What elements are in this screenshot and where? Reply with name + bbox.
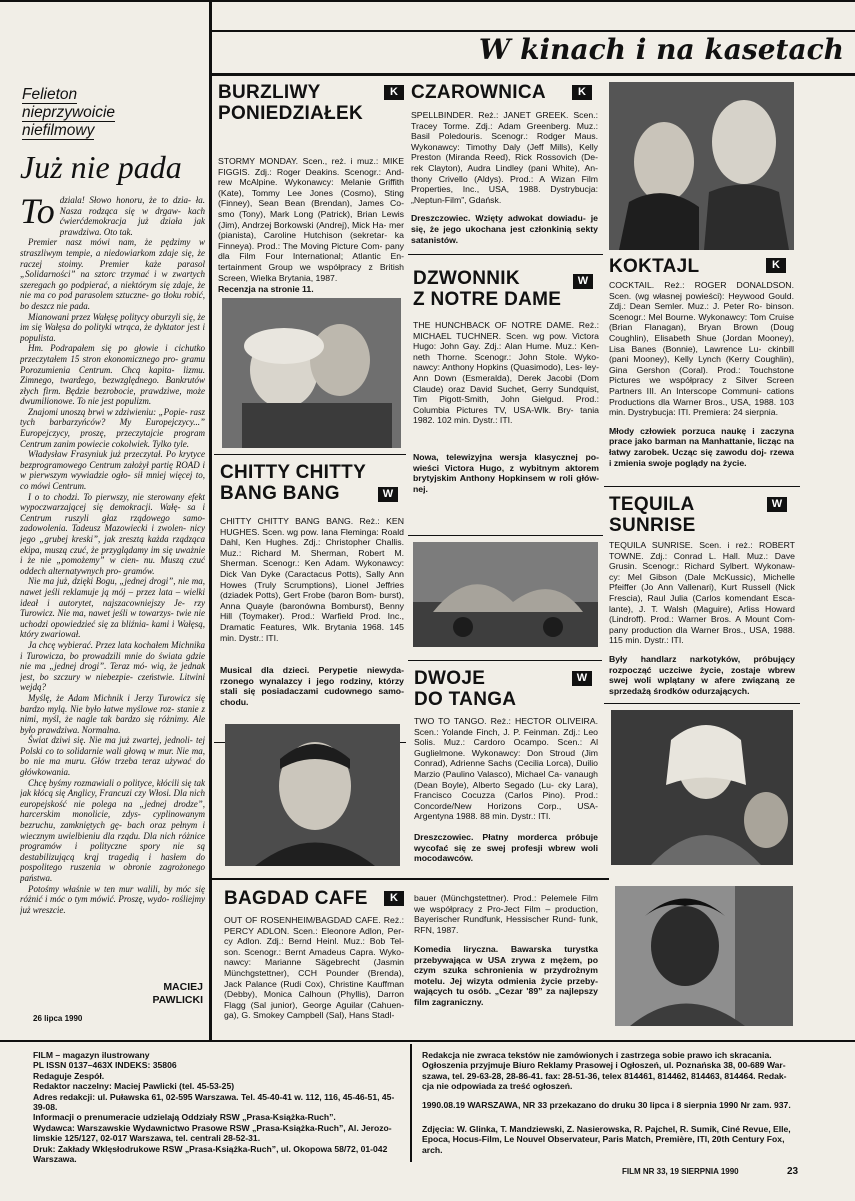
film-dzwonnik-title-2: Z NOTRE DAME — [413, 289, 562, 310]
film-dzwonnik-title-1: DZWONNIK — [413, 268, 520, 289]
film-dzwonnik — [413, 268, 599, 494]
film-koktajl — [609, 256, 794, 468]
feuilleton-date: 26 lipca 1990 — [33, 1014, 83, 1023]
film-chitty-title-1: CHITTY CHITTY — [220, 462, 367, 483]
footer-left-3: Redaktor naczelny: Maciej Pawlicki (tel. 45-53-25) — [33, 1081, 235, 1092]
film-czarownica-title: CZAROWNICA — [411, 82, 546, 103]
film-dwoje-credits: TWO TO TANGO. Reż.: HECTOR OLIVEIRA. Scen.: Yolande Finch, J. P. Feinman. Zdj.: Leo Solis. Muz.: Cardoro Ocampo. Scen.: Al Guglielmone. Wykonawcy: Don Stroud (Jim Conrad), Adrienne Sachs (Cecilia Lorca), Duilio Marzio (Paulino Valasco), Michael Ca- vanaugh (Dean Boyle), Alberto Segado (Lu- cky Lara), Francisco Cocuzza (Carlos Pino). Prod.: Concorde/New Horizons Corp., USA- Argentyna 1988. 88 min. Dystr.: ITI. — [414, 716, 598, 822]
film-czarownica-credits: SPELLBINDER. Reż.: JANET GREEK. Scen.: Tracey Torme. Zdj.: Adam Greenberg. Muz.: Basil Poledouris. Scenogr.: Rodger Maus. Wykonawcy: Timothy Daly (Jeff Mills), Kelly Preston (Miranda Reed), Rick Rossovich (De- rek Clayton), Audra Lindley (pani White), An- thony Crivello (Aldys). Prod.: A Wizan Film Properties, Inc., USA, 1988. Dystrybucja: „Neptun-Film”, Gdańsk. — [411, 110, 598, 205]
film-czarownica-badge: K — [572, 85, 592, 100]
footer-left — [33, 1050, 403, 1164]
footer-left-7: Druk: Zakłady Wklęsłodrukowe RSW „Prasa-Książka-Ruch”, ul. Okopowa 58/72, 01-042 Warszawa. — [33, 1143, 388, 1165]
feuilleton-paragraph: Znajomi unoszą brwi w zdziwieniu: „Popie- rasz tych barbarzyńców? My Europejczycy...” Europejczycy, proszę, przeczytajcie program Centrum zanim powiecie cokolwiek. Tylko tyle. — [20, 406, 205, 449]
feuilleton-paragraphs — [20, 237, 205, 915]
photo-burzliwy-image — [222, 298, 401, 448]
footer-left-2: Redaguje Zespół. — [33, 1070, 105, 1081]
feuilleton-author — [100, 981, 203, 1007]
feuilleton-paragraph: Premier nasz mówi nam, że pędzimy w straszliwym tempie, a niedowiarkom zdaje się, że raczej stoimy. Premier każe parasol „Solidarności” na sztorc trzymać i w zwartych szeregach go podpierać, a niektórym się zdaje, że nie ma co pod parasolem sztuczne- go tłoku robić, bo deszcz nie pada. — [20, 237, 205, 311]
film-tequila-title-1: TEQUILA — [609, 494, 695, 515]
dropcap: To — [20, 195, 55, 231]
photo-tequila — [611, 710, 793, 865]
film-chitty — [220, 462, 404, 708]
film-bagdad-summary: Komedia liryczna. Bawarska turystka przebywająca w USA zrywa z mężem, po czym szuka schronienia w przydrożnym motelu. Jej wizyta odmienia życie przeby- wających tu osób. „Cezar '89” za najlepszy film zagraniczny. — [414, 944, 598, 1007]
film-chitty-credits: CHITTY CHITTY BANG BANG. Reż.: KEN HUGHES. Scen. wg pow. Iana Fleminga: Roald Dahl, Ken Hughes. Zdj.: Christopher Challis. Muz.: Richard M. Sherman, Robert M. Sherman. Scenogr.: Ken Adam. Wykonawcy: Dick Van Dyke (Caractacus Potts), Sally Ann Howes (Truly Scrumptions), Lionel Jeffries (dziadek Potts), Gert Frobe (baron Bom- burst), Anna Quayle (baronówna Bomburst), Benny Hill (Toymaker). Prod.: Warfield Prod. Inc., Dramatic Features, Wlk. Brytania 1968. 145 min. Dystr.: ITI. — [220, 516, 404, 643]
footer-left-5: Informacji o prenumeracie udzielają Oddziały RSW „Prasa-Książka-Ruch”. — [33, 1112, 336, 1123]
photo-koktajl-image — [609, 82, 794, 250]
film-dzwonnik-credits: THE HUNCHBACK OF NOTRE DAME. Reż.: MICHAEL TUCHNER. Scen. wg pow. Victora Hugo: John Gay. Zdj.: Alan Hume. Muz.: Ken- neth Thorne. Scenogr.: John Stole. Wyko- nawcy: Anthony Hopkins (Quasimodo), Les- ley-Ann Down (Esmeralda), Derek Jacobi (Dom Claude) oraz David Suchet, Gerry Sundquist, Tim Pigott-Smith, John Gielgud. Prod.: Columbia Pictures TV, USA-Wlk. Bry- tania 1982. 102 min. Dystr.: ITI. — [413, 320, 599, 426]
film-bagdad-badge: K — [384, 891, 404, 906]
feuilleton-body — [20, 195, 205, 1005]
author-last: PAWLICKI — [152, 994, 203, 1006]
film-dwoje-title-1: DWOJE — [414, 668, 486, 689]
film-czarownica-summary: Dreszczowiec. Wzięty adwokat dowiadu- je się, że jego ukochana jest członkinią sekty satanistów. — [411, 213, 598, 245]
film-bagdad-title: BAGDAD CAFE — [224, 888, 368, 909]
footer-left-4: Adres redakcji: ul. Puławska 61, 02-595 Warszawa. Tel. 45-40-41 w. 112, 116, 45-46-51, 45-39-08. — [33, 1091, 395, 1113]
film-tequila-credits: TEQUILA SUNRISE. Scen. i reż.: ROBERT TOWNE. Zdj.: Conrad L. Hall. Muz.: Dave Grusin. Scenogr.: Richard Sylbert. Wykonaw- cy: Mel Gibson (Dale McKussic), Michelle Pfeiffer (Jo Ann Vallenari), Kurt Russell (Nick Frescia), Raul Julia (Carlos komendant Esca- lante), J. T. Walsh (Maguire), Arliss Howard (Lindroff). Prod.: Warner Bros. A Mount Com- pany production dla Warner Bros., USA, 1988. 115 min. Dystr.: ITI. — [609, 540, 795, 646]
film-dwoje-summary: Dreszczowiec. Płatny morderca próbuje wycofać się ze swej profesji wbrew woli mocodawców. — [414, 831, 598, 864]
feuilleton-divider — [209, 2, 212, 1040]
photo-tequila-image — [611, 710, 793, 865]
photo-bagdad-image — [615, 886, 793, 1026]
feuilleton-paragraph: Świat dziwi się. Nie ma już zwartej, jednoli- tej Polski co to solidarnie wali głową w mur. Nie ma, bo nie ma muru. Głów trzeba teraz używać do główkowania. — [20, 735, 205, 778]
photo-chitty — [413, 542, 598, 647]
photo-chitty-image — [413, 542, 598, 647]
page-number: 23 — [787, 1166, 799, 1177]
photo-dwoje-image — [225, 724, 400, 866]
bagdad-rule — [212, 878, 609, 880]
kicker-line-2: nieprzywoicie — [22, 104, 116, 121]
film-chitty-summary: Musical dla dzieci. Perypetie niewyda- rzonego wynalazcy i jego rodziny, którzy stali się posiadaczami cudownego samo- chodu. — [220, 665, 404, 707]
film-tequila-title-2: SUNRISE — [609, 515, 696, 536]
film-tequila — [609, 494, 795, 696]
photo-koktajl — [609, 82, 794, 250]
film-bagdad-credits-col2: bauer (Münchgstettner). Prod.: Pelemele Film we współpracy z Pro-Ject Film – production, Bayerischer Rundfunk, Hessischer Rund- funk, RFN, 1987. — [414, 893, 598, 935]
feuilleton-paragraph: Myślę, że Adam Michnik i Jerzy Turowicz się bardzo mylą. Nie było łatwe myślowe roz- stanie z nimi, myśl, że nagle tak bardzo się różnimy. Ale było prawdziwa. Normalna. — [20, 692, 205, 735]
film-burzliwy-title-1: BURZLIWY — [218, 82, 321, 103]
photo-dwoje — [225, 724, 400, 866]
film-burzliwy-review-note: Recenzja na stronie 11. — [218, 284, 314, 295]
film-burzliwy-title-2: PONIEDZIAŁEK — [218, 103, 364, 124]
film-dwoje-title-2: DO TANGA — [414, 689, 517, 710]
film-koktajl-badge: K — [766, 258, 786, 273]
film-koktajl-title: KOKTAJL — [609, 256, 700, 277]
header-rule-bottom — [212, 73, 855, 76]
feuilleton-paragraph: Ja chcę wybierać. Przez lata kochałem Michnika i Turowicza, bo prowadzili mnie do świata gdzie nie ma „jednej drogi”. Teraz mó- wią, że jednak jest, bo szczury w niebezpie- czeństwie. Litwini wejdą? — [20, 639, 205, 693]
film-tequila-badge: W — [767, 497, 787, 512]
footer-divider — [410, 1044, 412, 1162]
feuilleton-kicker — [22, 86, 202, 140]
footer-right-mid: 1990.08.19 WARSZAWA, NR 33 przekazano do druku 30 lipca i 8 sierpnia 1990 Nr zam. 937. — [422, 1100, 791, 1110]
feuilleton-paragraph: Chcę byśmy rozmawiali o polityce, kłócili się tak jak kłócą się Anglicy, Francuzi czy Włosi. Dla nich europejskość nie polega na „jednej drodze”, harcerskim monolicie, zdys- cyplinowanym bezruchu, zamkniętych gę- bach oraz pełnym i wiecznym uwielbieniu dla rządu. Dla nich różnice programów i polityczne spory nie są destabilizującą krąj tragedią i hasłem do pospolitego ruszenia w obronie zagrożonego państwa. — [20, 777, 205, 883]
film-dwoje — [414, 668, 598, 864]
photo-bagdad — [615, 886, 793, 1026]
feuilleton-paragraph: Nie ma już, dzięki Bogu, „jednej drogi”, nie ma, nawet jeśli reklamuje ją mój – przez lata – wielki ideał i autorytet, najszacowniejszy Je- rzy Turowicz. Nie ma, nawet jeśli w towarzys- twie nie uchodzi opowiedzieć się za bliźnia- kami i Wałęsą, który zwariował. — [20, 576, 205, 640]
film-koktajl-summary: Młody człowiek porzuca naukę i zaczyna prace jako barman na Manhattanie, licząc na łatwy zarobek. Ucząc się zawodu doj- rzewa i zmienia swoje poglądy na życie. — [609, 425, 794, 468]
film-burzliwy-badge: K — [384, 85, 404, 100]
kicker-line-1: Felieton — [22, 86, 78, 103]
section-title: W kinach i na kasetach — [478, 33, 844, 66]
feuilleton-paragraph: Mianowani przez Wałęsę politycy oburzyli się, że im się Wałęsa do polityki wtrąca, że dyktator jest i populista. — [20, 311, 205, 343]
feuilleton-paragraph: Hm. Podrapałem się po głowie i cichutko przeczytałem 15 stron ekonomicznego pro- gramu Porozumienia Centrum. Chcą kapita- lizmu. Zimnego, twardego, bezwzględnego. Bankrutów złych firm. Będzie bezrobocie, prawdziwe, może dwumilionowe. To nie jest populizm. — [20, 343, 205, 407]
feuilleton-paragraph: I o to chodzi. To pierwszy, nie sterowany efekt wypoczwarzającej się demokracji. Wałę- sa i Centrum ruszyli głaz rządowego samo- zadowolenia. Tadeusz Mazowiecki i zwolen- nicy jego „grubej kreski”, jak zresztą każda rządząca ekipa, muszą czuć, że przyglądamy im się uważnie i że nie „pomożemy” w cien- nu. Muszą czuć oddech alternatywnych pro- gramów. — [20, 491, 205, 576]
feuilleton-paragraph: Potośmy właśnie w ten mur walili, by móc się różnić i móc o tym mówić. Proszę, wydo- rośliejmy już wreszcie. — [20, 883, 205, 915]
feuilleton-lead: dziala! Słowo honoru, że to dzia- ła. Nasza rodząca się w drgaw- kach ćwierćdemokracja już działa jak prawdziwa. Oto tak. — [59, 195, 205, 237]
footer-left-0: FILM – magazyn ilustrowany — [33, 1050, 150, 1060]
film-dzwonnik-summary: Nowa, telewizyjna wersja klasycznej po- wieści Victora Hugo, z wybitnym aktorem brytyjskim Anthony Hopkinsem w roli głów- nej. — [413, 451, 599, 494]
footer-left-6: Wydawca: Warszawskie Wydawnictwo Prasowe RSW „Prasa-Książka-Ruch”, Al. Jerozo- limskie 125/127, 02-017 Warszawa, tel. centrali 28-52-31. — [33, 1122, 392, 1144]
film-koktajl-credits: COCKTAIL. Reż.: ROGER DONALDSON. Scen. (wg własnej powieści): Heywood Gould. Zdj.: Dean Semler. Muz.: J. Peter Ro- binson. Scenogr.: Mel Bourne. Wykonawcy: Tom Cruise (Brian Flanagan), Bryan Brown (Doug Coughlin), Elisabeth Shue (Jordan Mooney), Lisa Banes (Bonnie), Lawrence Lu- ckinbill (pani Mooney), Kelly Lynch (Kerry Coughlin), Gina Gershon (Coral). Prod.: Touchstone Pictures we współpracy z Silver Screen Partners III. An Interscope Communi- cations Productions dla Warner Bros., USA, 1988. 103 min. Dystrybucja: ITI. Premiera: 24 sierpnia. — [609, 280, 794, 418]
film-tequila-summary: Były handlarz narkotyków, próbujący rozpocząć uczciwe życie, zostaje wbrew swej woli wplątany w afere związaną ze sprzedażą środków odurzających. — [609, 653, 795, 696]
footer-right-top: Redakcja nie zwraca tekstów nie zamówionych i zastrzega sobie prawo ich skracania. Ogłoszenia przyjmuje Biuro Reklamy Prasowej i Ogłoszeń, ul. Poznańska 38, 00-689 War- szawa, tel. 29-63-28, 28-86-41. fax: 28-51-36, telex 814461, 814462, 814463, 814464. Redak- cja nie odpowiada za treść ogłoszeń. — [422, 1050, 787, 1092]
footer-left-1: PL ISSN 0137–463X INDEKS: 35806 — [33, 1060, 177, 1071]
top-rule — [0, 0, 855, 2]
footer-rule — [0, 1040, 855, 1042]
film-bagdad-credits-col1: OUT OF ROSENHEIM/BAGDAD CAFE. Reż.: PERCY ADLON. Scen.: Eleonore Adlon, Per- cy Adlon. Zdj.: Bernd Heinl. Muz.: Bob Tel- son. Scenogr.: Bernt Amadeus Capra. Wyko- nawcy: Marianne Sägebrecht (Jasmin Münchgstettner), CCH Pounder (Brenda), Jack Palance (Rudi Cox), Christine Kauffman (Debby), Monica Calhoun (Phyllis), Darron Flagg (Sal junior), George Aguilar (Cahuen- ga), G. Smokey Campbell (Sal), Hans Stadl- — [224, 915, 404, 1021]
film-chitty-title-2: BANG BANG — [220, 483, 340, 504]
film-dzwonnik-badge: W — [573, 274, 593, 289]
film-burzliwy-credits: STORMY MONDAY. Scen., reż. i muz.: MIKE FIGGIS. Zdj.: Roger Deakins. Scenogr.: And- rew McAlpine. Wykonawcy: Melanie Griffith (Kate), Tommy Lee Jones (Cosmo), Sting (Finney), Sean Bean (Brendan), James Co- smo (Tony), Mark Long (Patrick), Brian Lewis (Jim), Andrzej Borkowski (Andrej), Mick Ha- mer (pianista), Caroline Hutchison (sekretar- ka Finneya). Prod.: The Moving Picture Com- pany dla Film Four International; Atlantic En- tertainment Group we współpracy z British Screen, Wielka Brytania, 1987. — [218, 156, 404, 283]
kicker-line-3: niefilmowy — [22, 122, 95, 139]
header-rule-top — [212, 30, 855, 32]
feuilleton-headline: Już nie pada — [20, 149, 182, 185]
photo-burzliwy — [222, 298, 401, 448]
film-burzliwy — [218, 82, 404, 295]
footer-right-bottom: Zdjęcia: W. Glinka, T. Mandziewski, Z. Nasierowska, R. Pajchel, R. Sumik, Ciné Revue, Elle, Epoca, Hocus-Film, Le Nouvel Observateur, Paris Match, Première, ITI, 20th Century Fox, arch. — [422, 1124, 791, 1155]
issue-line: FILM NR 33, 19 SIERPNIA 1990 — [622, 1167, 739, 1176]
feuilleton-paragraph: Władysław Frasyniuk już przeczytał. Po krytyce bezprogramowego Centrum założył partię ROAD i w pierwszym wywiadzie ogło- sił mniej więcej to, co mówi Centrum. — [20, 449, 205, 492]
author-first: MACIEJ — [163, 981, 203, 993]
film-czarownica — [411, 82, 598, 245]
film-dwoje-badge: W — [572, 671, 592, 686]
film-chitty-badge: W — [378, 487, 398, 502]
